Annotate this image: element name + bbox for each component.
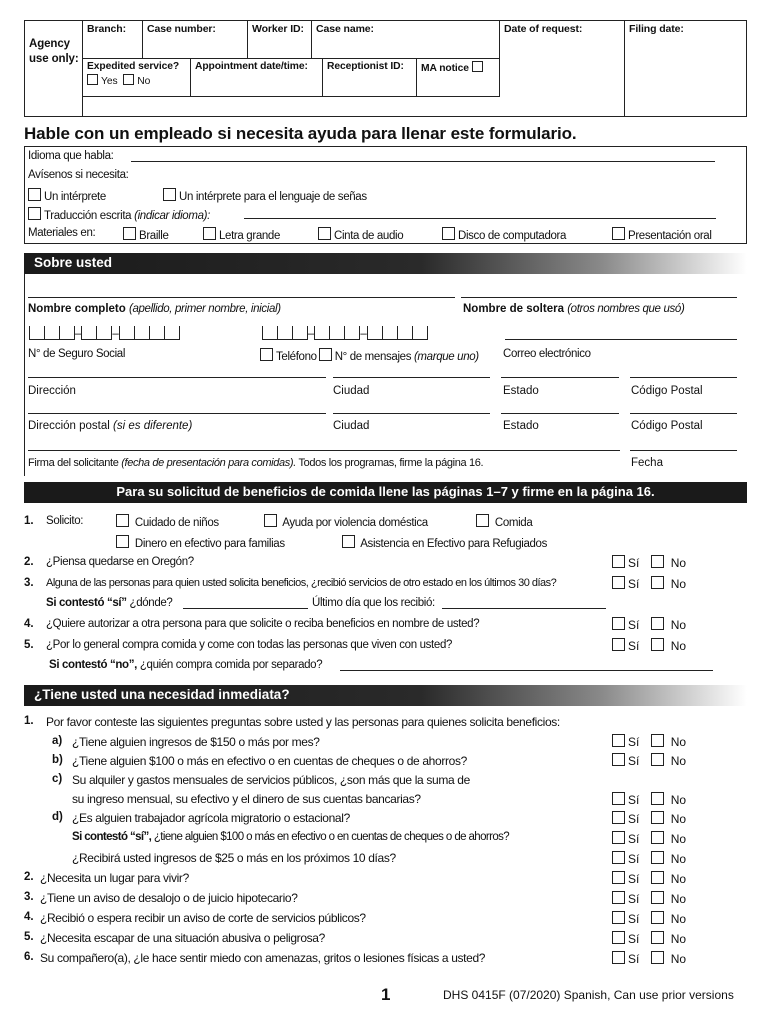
estado-input[interactable] <box>501 377 619 378</box>
codigo-input[interactable] <box>630 377 737 378</box>
need-d-follow-si-checkbox[interactable] <box>612 831 625 844</box>
need-a-label: a) <box>52 735 63 747</box>
need-c-text-1: Su alquiler y gastos mensuales de servicios públicos, ¿son más que la suma de <box>72 773 470 787</box>
need-2-text: ¿Necesita un lugar para vivir? <box>40 871 189 885</box>
q4-si-checkbox[interactable] <box>612 617 625 630</box>
postal-estado-label: Estado <box>503 420 539 432</box>
need-5-yesno: Sí No <box>612 931 686 946</box>
correo-label: Correo electrónico <box>503 348 591 360</box>
q5-quien-input[interactable] <box>340 670 713 671</box>
need-3-yesno: Sí No <box>612 891 686 906</box>
ciudad-input[interactable] <box>333 377 490 378</box>
need-d-follow-yesno: Sí No <box>612 831 686 846</box>
telefono-checkbox[interactable] <box>260 348 273 361</box>
sobre-usted-header: Sobre usted <box>24 253 747 274</box>
letra-checkbox[interactable] <box>203 227 216 240</box>
need-6-text: Su compañero(a), ¿le hace sentir miedo con amenazas, gritos o lesiones físicas a usted? <box>40 951 486 965</box>
need-5-no-checkbox[interactable] <box>651 931 664 944</box>
q2-si-checkbox[interactable] <box>612 555 625 568</box>
indicar-label: (indicar idioma): <box>134 210 210 222</box>
q2-num: 2. <box>24 556 34 568</box>
help-heading: Hable con un empleado si necesita ayuda para llenar este formulario. <box>24 124 577 143</box>
nombre-label: Nombre completo <box>28 303 126 315</box>
solicito-label: Solicito: <box>46 515 84 527</box>
q3-num: 3. <box>24 577 34 589</box>
soltera-label: Nombre de soltera <box>463 303 564 315</box>
form-id: DHS 0415F (07/2020) Spanish, Can use prior versions <box>443 988 734 1002</box>
comida-label: Comida <box>494 517 533 529</box>
ma-notice-field: MA notice <box>417 59 500 97</box>
q3-donde-input[interactable] <box>183 608 308 609</box>
need-d-follow-text: ¿tiene alguien $100 o más en efectivo o en cuentas de cheques o de ahorros? <box>153 831 510 843</box>
fecha-label: Fecha <box>631 457 663 469</box>
cinta-checkbox[interactable] <box>318 227 331 240</box>
comida-checkbox[interactable] <box>476 514 489 527</box>
worker-id-field[interactable]: Worker ID: <box>248 21 312 59</box>
firma-tail: Todos los programas, firme la página 16. <box>298 457 484 469</box>
traduccion-checkbox[interactable] <box>28 207 41 220</box>
asistencia-label: Asistencia en Efectivo para Refugiados <box>360 538 548 550</box>
q5-num: 5. <box>24 639 34 651</box>
q5-quien-label: ¿quién compra comida por separado? <box>139 659 323 671</box>
q2-no-checkbox[interactable] <box>651 555 664 568</box>
need-recibira-yesno: Sí No <box>612 851 686 866</box>
need-2-si-checkbox[interactable] <box>612 871 625 884</box>
presentacion-label: Presentación oral <box>628 230 712 242</box>
si-diferente-hint: (si es diferente) <box>113 420 193 432</box>
interprete-checkbox[interactable] <box>28 188 41 201</box>
direccion-label: Dirección <box>28 385 76 397</box>
q3-donde-label: ¿dónde? <box>129 597 173 609</box>
q3-yesno: Sí No <box>612 576 686 591</box>
need-b-no-checkbox[interactable] <box>651 753 664 766</box>
ssn-label: N° de Seguro Social <box>28 348 126 360</box>
materiales-label: Materiales en: <box>28 227 96 239</box>
q5-text: ¿Por lo general compra comida y come con todas las personas que viven con usted? <box>46 639 453 651</box>
need-5-num: 5. <box>24 931 34 943</box>
necesidad-header: ¿Tiene usted una necesidad inmediata? <box>24 685 747 706</box>
q2-yesno: Sí No <box>612 555 686 570</box>
need-4-no-checkbox[interactable] <box>651 911 664 924</box>
marque-hint: (marque uno) <box>413 351 479 363</box>
phone-input[interactable]: – – <box>262 326 428 340</box>
need-5-text: ¿Necesita escapar de una situación abusiva o peligrosa? <box>40 931 325 945</box>
need-d-text: ¿Es alguien trabajador agrícola migratorio o estacional? <box>72 811 350 825</box>
need-c-yesno: Sí No <box>612 792 686 807</box>
expedited-no-checkbox[interactable] <box>123 74 134 85</box>
firma-label: Firma del solicitante <box>28 457 119 469</box>
q4-text: ¿Quiere autorizar a otra persona para que solicite o reciba beneficios en nombre de usted? <box>46 618 480 630</box>
ayuda-label: Ayuda por violencia doméstica <box>282 517 428 529</box>
q3-no-checkbox[interactable] <box>651 576 664 589</box>
need-a-si-checkbox[interactable] <box>612 734 625 747</box>
need-b-text: ¿Tiene alguien $100 o más en efectivo o en cuentas de cheques o de ahorros? <box>72 754 467 768</box>
need-6-si-checkbox[interactable] <box>612 951 625 964</box>
cuidado-label: Cuidado de niños <box>134 517 219 529</box>
case-name-field[interactable]: Case name: <box>312 21 500 59</box>
need-intro-num: 1. <box>24 715 34 727</box>
need-6-num: 6. <box>24 951 34 963</box>
q3-text: Alguna de las personas para quien usted solicita beneficios, ¿recibió servicios de otro estado en los últimos 30 días? <box>46 577 557 589</box>
cuidado-checkbox[interactable] <box>116 514 129 527</box>
soltera-input[interactable] <box>461 297 737 298</box>
postal-ciudad-input[interactable] <box>333 413 490 414</box>
disco-label: Disco de computadora <box>458 230 567 242</box>
q3-si-label: Si contestó “sí” <box>46 597 127 609</box>
cinta-label: Cinta de audio <box>334 230 404 242</box>
need-4-yesno: Sí No <box>612 911 686 926</box>
need-b-si-checkbox[interactable] <box>612 753 625 766</box>
dinero-checkbox[interactable] <box>116 535 129 548</box>
direccion-input[interactable] <box>28 377 326 378</box>
need-d-yesno: Sí No <box>612 811 686 826</box>
need-recibira-no-checkbox[interactable] <box>651 851 664 864</box>
idioma-label: Idioma que habla: <box>28 150 114 162</box>
need-2-num: 2. <box>24 871 34 883</box>
mensajes-checkbox[interactable] <box>319 348 332 361</box>
expedited-service-field: Expedited service? Yes No <box>83 59 191 97</box>
interprete-senas-label: Un intérprete para el lenguaje de señas <box>179 191 367 203</box>
need-a-no-checkbox[interactable] <box>651 734 664 747</box>
ayuda-checkbox[interactable] <box>264 514 277 527</box>
q3-si-checkbox[interactable] <box>612 576 625 589</box>
presentacion-checkbox[interactable] <box>612 227 625 240</box>
need-c-no-checkbox[interactable] <box>651 792 664 805</box>
need-4-si-checkbox[interactable] <box>612 911 625 924</box>
need-d-no-checkbox[interactable] <box>651 811 664 824</box>
receptionist-field[interactable]: Receptionist ID: <box>323 59 417 97</box>
ciudad-label: Ciudad <box>333 385 370 397</box>
postal-label: Dirección postal <box>28 420 110 432</box>
need-3-num: 3. <box>24 891 34 903</box>
mensajes-label: N° de mensajes <box>334 351 412 363</box>
solicito-num: 1. <box>24 515 34 527</box>
need-b-yesno: Sí No <box>612 753 686 768</box>
branch-field[interactable]: Branch: <box>83 21 143 59</box>
letra-label: Letra grande <box>219 230 281 242</box>
need-3-si-checkbox[interactable] <box>612 891 625 904</box>
disco-checkbox[interactable] <box>442 227 455 240</box>
interprete-senas-checkbox[interactable] <box>163 188 176 201</box>
expedited-yes-checkbox[interactable] <box>87 74 98 85</box>
soltera-hint: (otros nombres que usó) <box>567 303 685 315</box>
braille-checkbox[interactable] <box>123 227 136 240</box>
need-a-yesno: Sí No <box>612 734 686 749</box>
ma-notice-checkbox[interactable] <box>472 61 483 72</box>
need-recibira-text: ¿Recibirá usted ingresos de $25 o más en los próximos 10 días? <box>72 851 396 865</box>
postal-codigo-input[interactable] <box>630 413 737 414</box>
braille-label: Braille <box>139 230 169 242</box>
food-banner: Para su solicitud de beneficios de comida llene las páginas 1–7 y firme en la página 16. <box>24 482 747 503</box>
firma-hint: (fecha de presentación para comidas). <box>121 457 296 469</box>
traduccion-input[interactable] <box>244 218 716 219</box>
interprete-label: Un intérprete <box>44 191 106 203</box>
idioma-input[interactable] <box>131 161 715 162</box>
agency-use-label: Agency use only: <box>25 21 83 116</box>
need-c-si-checkbox[interactable] <box>612 792 625 805</box>
need-5-si-checkbox[interactable] <box>612 931 625 944</box>
need-d-label: d) <box>52 811 63 823</box>
q4-num: 4. <box>24 618 34 630</box>
dinero-label: Dinero en efectivo para familias <box>134 538 285 550</box>
need-2-yesno: Sí No <box>612 871 686 886</box>
page-number: 1 <box>381 985 391 1004</box>
avisenos-label: Avísenos si necesita: <box>28 169 129 181</box>
case-number-field[interactable]: Case number: <box>143 21 248 59</box>
telefono-label: Teléfono <box>276 351 317 363</box>
traduccion-label: Traducción escrita <box>44 210 132 222</box>
agency-use-box <box>24 20 747 117</box>
q4-no-checkbox[interactable] <box>651 617 664 630</box>
q3-ultimo-label: Último día que los recibió: <box>312 597 435 609</box>
fecha-input[interactable] <box>630 450 737 451</box>
need-3-text: ¿Tiene un aviso de desalojo o de juicio hipotecario? <box>40 891 298 905</box>
ssn-input[interactable]: – – <box>29 326 180 340</box>
need-2-no-checkbox[interactable] <box>651 871 664 884</box>
need-intro: Por favor conteste las siguientes preguntas sobre usted y las personas para quienes solicita beneficios: <box>46 715 560 729</box>
postal-input[interactable] <box>28 413 326 414</box>
appointment-field[interactable]: Appointment date/time: <box>191 59 323 97</box>
need-c-text-2: su ingreso mensual, su efectivo y el dinero de sus cuentas bancarias? <box>72 792 421 806</box>
postal-estado-input[interactable] <box>501 413 619 414</box>
postal-codigo-label: Código Postal <box>631 420 703 432</box>
need-a-text: ¿Tiene alguien ingresos de $150 o más por mes? <box>72 735 320 749</box>
q5-no-checkbox[interactable] <box>651 638 664 651</box>
need-b-label: b) <box>52 754 63 766</box>
need-c-label: c) <box>52 773 63 785</box>
need-d-si-checkbox[interactable] <box>612 811 625 824</box>
need-6-no-checkbox[interactable] <box>651 951 664 964</box>
need-6-yesno: Sí No <box>612 951 686 966</box>
need-3-no-checkbox[interactable] <box>651 891 664 904</box>
q5-si-checkbox[interactable] <box>612 638 625 651</box>
need-4-text: ¿Recibió o espera recibir un aviso de corte de servicios públicos? <box>40 911 366 925</box>
estado-label: Estado <box>503 385 539 397</box>
need-d-follow-no-checkbox[interactable] <box>651 831 664 844</box>
asistencia-checkbox[interactable] <box>342 535 355 548</box>
nombre-hint: (apellido, primer nombre, inicial) <box>128 303 281 315</box>
nombre-input[interactable] <box>28 297 455 298</box>
q5-no-label: Si contestó “no”, <box>49 659 137 671</box>
need-4-num: 4. <box>24 911 34 923</box>
need-recibira-si-checkbox[interactable] <box>612 851 625 864</box>
need-d-si-label: Si contestó “sí”, <box>72 831 152 843</box>
postal-ciudad-label: Ciudad <box>333 420 370 432</box>
q4-yesno: Sí No <box>612 617 686 632</box>
date-of-request-field[interactable]: Date of request: <box>500 21 625 116</box>
q2-text: ¿Piensa quedarse en Oregón? <box>46 556 194 568</box>
correo-input[interactable] <box>505 339 737 340</box>
firma-input[interactable] <box>28 450 620 451</box>
q5-yesno: Sí No <box>612 638 686 653</box>
filing-date-field[interactable]: Filing date: <box>629 23 684 35</box>
codigo-label: Código Postal <box>631 385 703 397</box>
q3-ultimo-input[interactable] <box>442 608 606 609</box>
